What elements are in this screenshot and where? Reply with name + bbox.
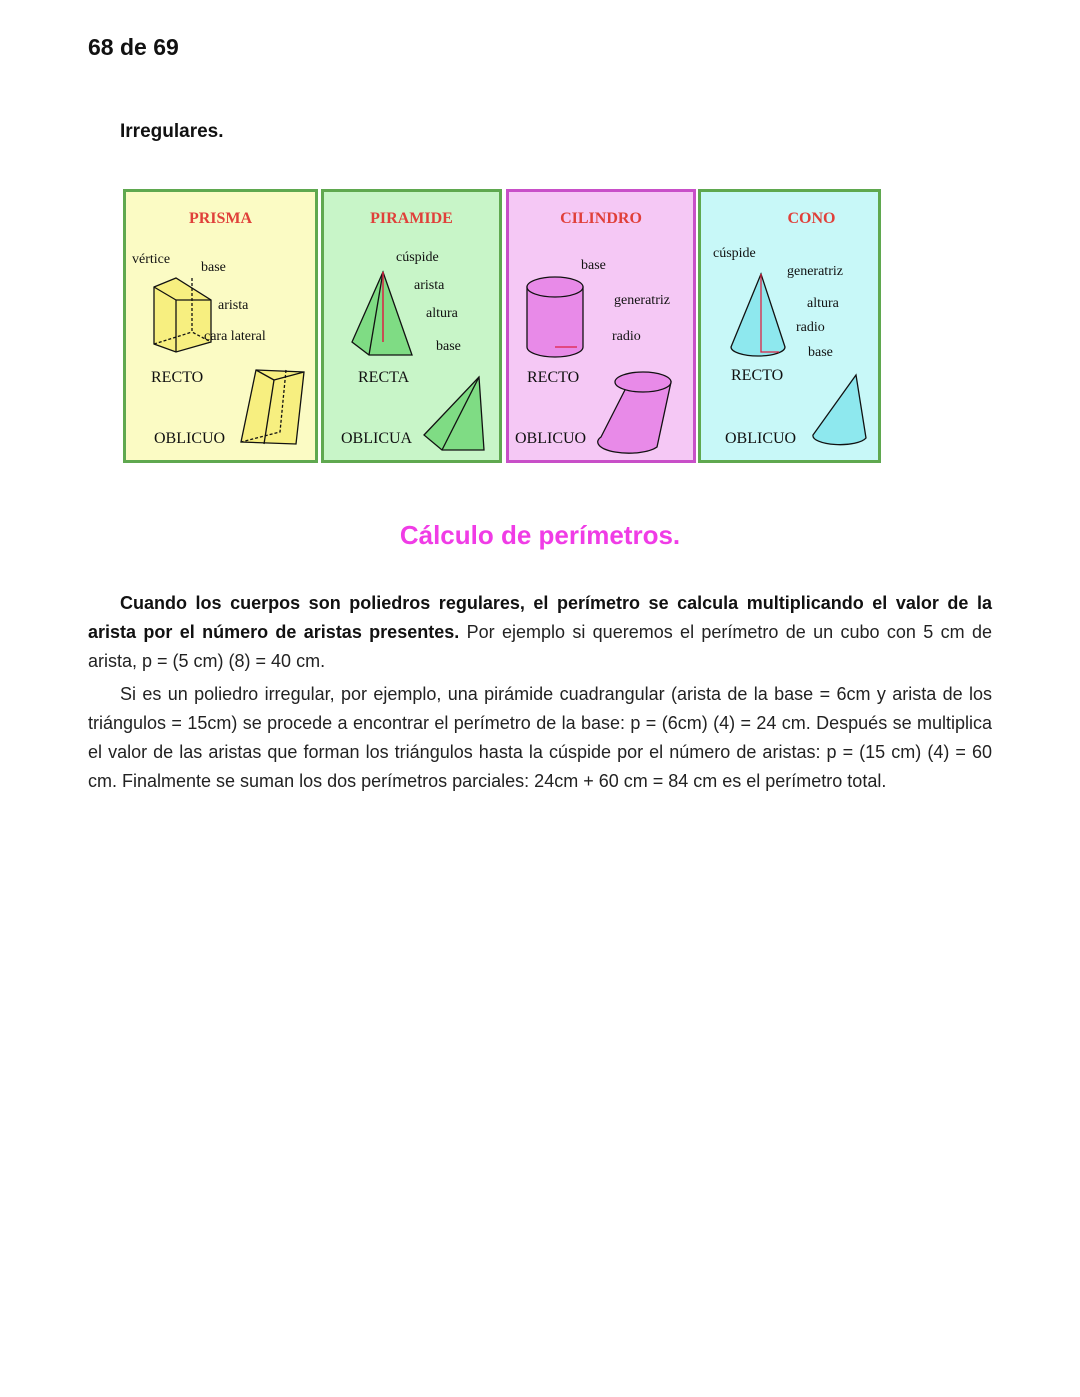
cylinder-illustration [509, 192, 699, 466]
paragraph-1 [88, 589, 992, 676]
panel-title: CONO [787, 210, 836, 227]
cone-illustration [701, 192, 884, 466]
page-number: 68 de 69 [88, 34, 179, 60]
label-base: base [436, 339, 461, 354]
section-title: Cálculo de perímetros. [399, 520, 681, 550]
label-generatriz: generatriz [787, 264, 843, 279]
panel-piramide [321, 189, 502, 463]
panel-cilindro [506, 189, 696, 463]
label-arista: arista [218, 298, 249, 313]
paragraph-2: Si es un poliedro irregular, por ejemplo, una pirámide cuadrangular (arista de la base = 6cm y arista de los triángulos = 15cm) se procede a encontrar el perímetro de la base: p = (6cm) (4) = 24 cm. Después se multiplica el valor de las aristas que forman los triángulos hasta la cúspide por el número de aristas: p = (15 cm) (4) = 60 cm. Finalmente se suman los dos perímetros parciales: 24cm + 60 cm = 84 cm es el perímetro total. [88, 684, 992, 791]
label-recto: RECTO [731, 367, 784, 384]
label-recto: RECTO [527, 369, 580, 386]
label-oblicuo: OBLICUO [154, 430, 226, 447]
label-radio: radio [612, 329, 641, 344]
panel-title: PIRAMIDE [370, 210, 453, 227]
label-generatriz: generatriz [614, 293, 670, 308]
label-cuspide: cúspide [396, 250, 439, 265]
label-vertice: vértice [132, 252, 171, 267]
panel-title: PRISMA [188, 210, 253, 227]
label-arista: arista [414, 278, 445, 293]
label-cuspide: cúspide [713, 246, 756, 261]
label-base: base [808, 345, 833, 360]
panel-title: CILINDRO [560, 210, 642, 227]
label-radio: radio [796, 320, 825, 335]
label-oblicua: OBLICUA [341, 430, 413, 447]
label-altura: altura [426, 306, 458, 321]
panel-cono [698, 189, 881, 463]
label-oblicuo: OBLICUO [725, 430, 797, 447]
label-altura: altura [807, 296, 839, 311]
label-recto: RECTO [151, 369, 204, 386]
label-cara-lateral: cara lateral [204, 329, 266, 344]
pyramid-illustration [324, 192, 505, 466]
label-recta: RECTA [358, 369, 410, 386]
subtitle: Irregulares. [120, 121, 224, 142]
panel-prisma [123, 189, 318, 463]
paragraph-1-bold: Cuando los cuerpos son poliedros regulares, el perímetro se calcula multiplicando el valor de la arista por el número de aristas presentes. [88, 593, 992, 642]
paragraph-1-text: Por ejemplo si queremos el perímetro de un cubo con 5 cm de arista, p = (5 cm) (8) = 40 cm. [88, 622, 992, 671]
label-oblicuo: OBLICUO [515, 430, 587, 447]
label-base: base [581, 258, 606, 273]
label-base: base [201, 260, 226, 275]
